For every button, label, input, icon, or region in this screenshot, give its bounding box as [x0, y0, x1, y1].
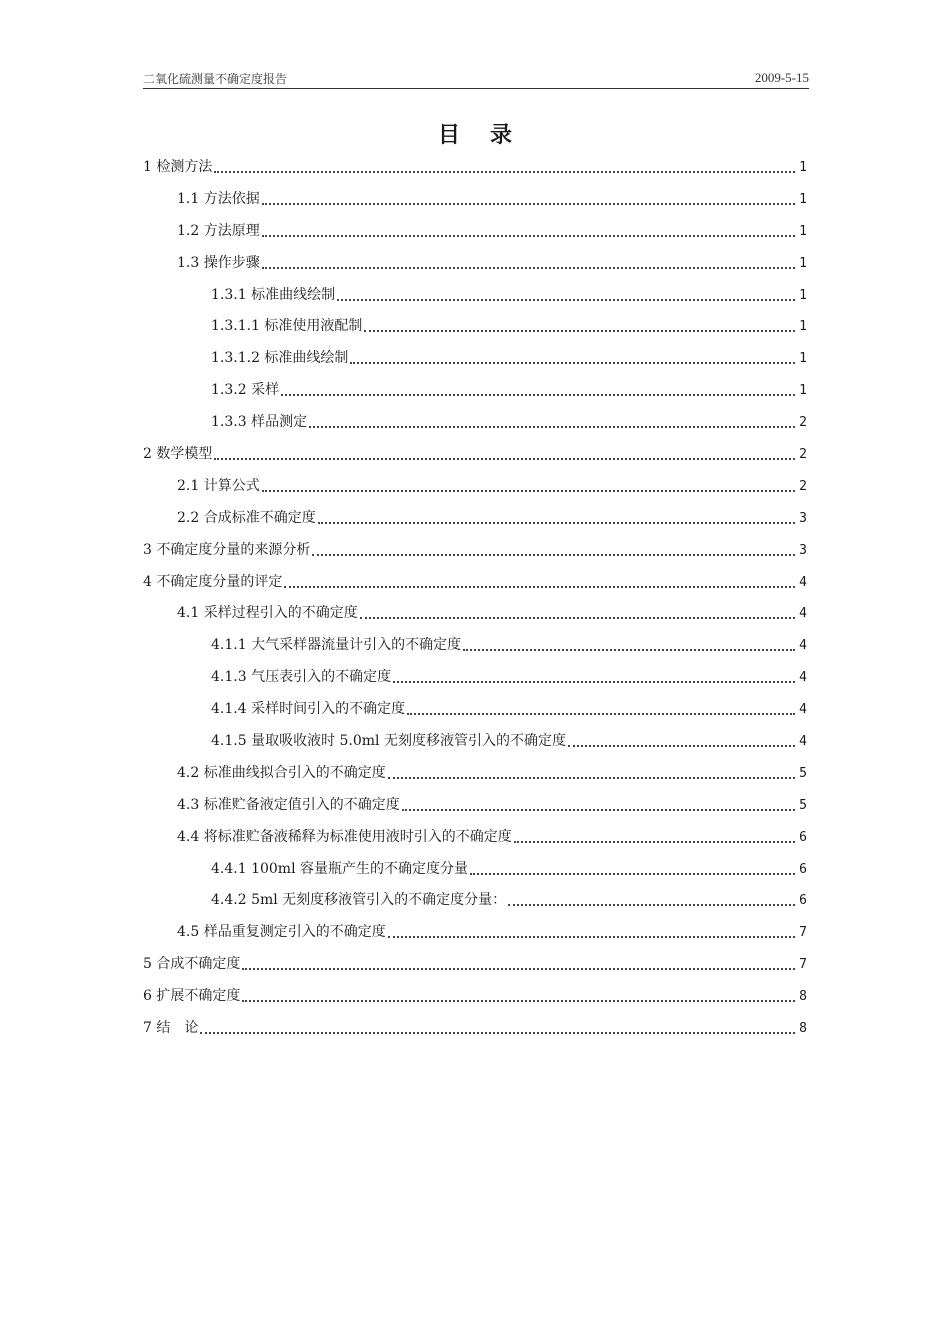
toc-entry[interactable]	[143, 854, 807, 886]
toc-entry[interactable]	[143, 567, 807, 599]
toc-entry-page: 4	[799, 702, 807, 718]
toc-entry-label: 4.4 将标准贮备液稀释为标准使用液时引入的不确定度	[177, 828, 512, 845]
toc-entry-page: 5	[799, 797, 807, 813]
toc-entry-page: 1	[799, 191, 807, 207]
toc-entry-label: 4.5 样品重复测定引入的不确定度	[177, 924, 386, 941]
toc-leader-dots	[200, 1032, 795, 1034]
toc-entry-label: 4.1.4 采样时间引入的不确定度	[211, 701, 406, 718]
toc-leader-dots	[360, 617, 795, 619]
toc-entry-label: 4.1 采样过程引入的不确定度	[177, 605, 358, 622]
toc-leader-dots	[262, 267, 795, 269]
toc-entry-page: 2	[799, 447, 807, 463]
toc-leader-dots	[262, 203, 795, 205]
toc-leader-dots	[262, 235, 795, 237]
toc-entry[interactable]	[143, 885, 807, 917]
toc-leader-dots	[393, 681, 795, 683]
toc-leader-dots	[514, 841, 795, 843]
toc-entry-label: 4 不确定度分量的评定	[143, 573, 283, 590]
toc-entry[interactable]	[143, 1013, 807, 1045]
toc-entry[interactable]	[143, 790, 807, 822]
toc-leader-dots	[463, 649, 795, 651]
toc-entry-page: 1	[799, 160, 807, 175]
toc-leader-dots	[407, 713, 795, 715]
toc-entry-page: 6	[799, 861, 807, 877]
toc-entry-page: 6	[799, 829, 807, 845]
toc-leader-dots	[470, 873, 795, 875]
toc-entry[interactable]	[143, 439, 807, 471]
toc-leader-dots	[568, 745, 795, 747]
toc-leader-dots	[284, 586, 795, 588]
toc-leader-dots	[312, 554, 795, 556]
toc-entry[interactable]	[143, 471, 807, 503]
toc-entry[interactable]	[143, 216, 807, 248]
toc-entry-label: 5 合成不确定度	[143, 956, 241, 973]
toc-leader-dots	[242, 968, 795, 970]
toc-entry-label: 4.1.5 量取吸收液时 5.0ml 无刻度移液管引入的不确定度	[211, 733, 566, 750]
toc-entry-page: 7	[799, 925, 807, 941]
toc-entry[interactable]	[143, 694, 807, 726]
toc-entry-label: 2.1 计算公式	[177, 477, 260, 494]
toc-entry[interactable]	[143, 311, 807, 343]
toc-leader-dots	[242, 1000, 795, 1002]
toc-entry-label: 6 扩展不确定度	[143, 988, 241, 1005]
toc-entry[interactable]	[143, 152, 807, 184]
toc-entry-label: 4.3 标准贮备液定值引入的不确定度	[177, 796, 400, 813]
toc-entry-page: 6	[799, 893, 807, 909]
toc-entry-label: 1 检测方法	[143, 159, 213, 175]
toc-entry[interactable]	[143, 662, 807, 694]
toc-leader-dots	[214, 458, 795, 460]
toc-entry[interactable]	[143, 280, 807, 312]
toc-title: 目录	[437, 123, 542, 148]
toc-entry-page: 1	[799, 319, 807, 335]
toc-entry[interactable]	[143, 758, 807, 790]
toc-entry-page: 4	[799, 670, 807, 686]
toc-entry[interactable]	[143, 822, 807, 854]
toc-entry-page: 5	[799, 765, 807, 781]
toc-entry-page: 1	[799, 223, 807, 239]
toc-entry-label: 2 数学模型	[143, 446, 213, 463]
toc-leader-dots	[318, 522, 795, 524]
toc-leader-dots	[388, 936, 795, 938]
table-of-contents	[143, 152, 807, 1045]
toc-leader-dots	[262, 490, 795, 492]
toc-entry-label: 1.2 方法原理	[177, 222, 260, 239]
toc-entry-page: 8	[799, 1021, 807, 1037]
toc-entry-page: 4	[799, 638, 807, 654]
toc-entry[interactable]	[143, 407, 807, 439]
toc-entry[interactable]	[143, 981, 807, 1013]
toc-entry-label: 4.1.1 大气采样器流量计引入的不确定度	[211, 637, 462, 654]
toc-entry-label: 1.1 方法依据	[177, 190, 260, 207]
toc-entry-page: 4	[799, 574, 807, 590]
toc-entry-page: 4	[799, 734, 807, 750]
toc-entry-page: 1	[799, 255, 807, 271]
toc-entry[interactable]	[143, 248, 807, 280]
toc-leader-dots	[402, 809, 795, 811]
toc-entry-label: 1.3 操作步骤	[177, 254, 260, 271]
toc-leader-dots	[388, 777, 795, 779]
toc-entry[interactable]	[143, 598, 807, 630]
toc-entry-page: 3	[799, 542, 807, 558]
toc-entry[interactable]	[143, 503, 807, 535]
toc-entry-label: 1.3.1 标准曲线绘制	[211, 286, 336, 303]
toc-leader-dots	[214, 171, 795, 173]
toc-leader-dots	[309, 426, 795, 428]
toc-entry-label: 4.2 标准曲线拟合引入的不确定度	[177, 764, 386, 781]
toc-entry[interactable]	[143, 535, 807, 567]
toc-entry[interactable]	[143, 375, 807, 407]
toc-entry-page: 3	[799, 510, 807, 526]
header-date: 2009-5-15	[754, 70, 809, 85]
toc-entry-page: 1	[799, 351, 807, 367]
toc-entry-label: 1.3.2 采样	[211, 382, 280, 399]
toc-entry-page: 7	[799, 957, 807, 973]
header-doc-title: 二氧化硫测量不确定度报告	[143, 72, 288, 86]
toc-entry-label: 1.3.1.1 标准使用液配制	[211, 318, 363, 335]
toc-entry-page: 1	[799, 383, 807, 399]
toc-entry[interactable]	[143, 726, 807, 758]
toc-entry-page: 4	[799, 606, 807, 622]
toc-leader-dots	[337, 299, 795, 301]
toc-entry[interactable]	[143, 630, 807, 662]
toc-leader-dots	[508, 904, 795, 906]
toc-entry[interactable]	[143, 949, 807, 981]
page-header	[143, 66, 809, 89]
toc-entry[interactable]	[143, 917, 807, 949]
toc-entry-label: 1.3.3 样品测定	[211, 414, 308, 431]
toc-entry-page: 1	[799, 287, 807, 303]
toc-entry-page: 8	[799, 989, 807, 1005]
toc-entry-label: 4.4.2 5ml 无刻度移液管引入的不确定度分量：	[211, 892, 507, 909]
toc-entry-label: 4.1.3 气压表引入的不确定度	[211, 669, 392, 686]
toc-leader-dots	[364, 330, 795, 332]
toc-entry[interactable]	[143, 343, 807, 375]
toc-entry-label: 7 结 论	[143, 1020, 199, 1037]
toc-leader-dots	[350, 362, 795, 364]
toc-entry-page: 2	[799, 478, 807, 494]
toc-entry-label: 2.2 合成标准不确定度	[177, 509, 316, 526]
toc-leader-dots	[281, 394, 795, 396]
toc-entry-label: 1.3.1.2 标准曲线绘制	[211, 350, 349, 367]
toc-entry-page: 2	[799, 415, 807, 431]
toc-entry-label: 4.4.1 100ml 容量瓶产生的不确定度分量	[211, 860, 468, 877]
toc-entry[interactable]	[143, 184, 807, 216]
toc-entry-label: 3 不确定度分量的来源分析	[143, 541, 311, 558]
